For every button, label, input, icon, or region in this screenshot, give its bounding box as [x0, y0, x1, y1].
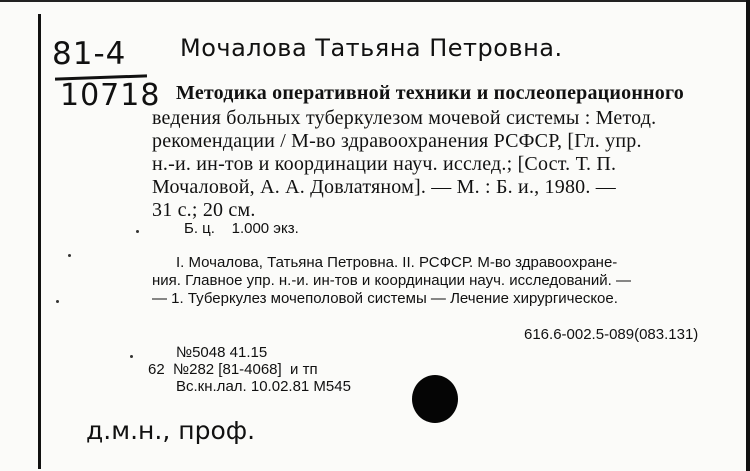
title-line-1: Методика оперативной техники и послеоперационного — [176, 82, 684, 104]
tracing-line-1: I. Мочалова, Татьяна Петровна. II. РСФСР. М-во здравоохране- — [176, 254, 618, 271]
order-line-1: №5048 41.15 — [176, 344, 268, 361]
title-line-5: Мочаловой, А. А. Довлатяном]. — М. : Б. и., 1980. — — [152, 176, 616, 198]
order-line-3: Вс.кн.лал. 10.02.81 М545 — [176, 378, 351, 395]
order-line-2: 62 №282 [81-4068] и тп — [148, 361, 318, 378]
tracing-line-3: — 1. Туберкулез мочеполовой системы — Лечение хирургическое. — [152, 290, 618, 307]
price-line: Б. ц. 1.000 экз. — [184, 220, 299, 237]
title-line-6: 31 с.; 20 см. — [152, 199, 256, 221]
classification-number: 616.6-002.5-089(083.131) — [524, 326, 699, 343]
speck — [68, 254, 71, 257]
handwritten-degree: д.м.н., проф. — [86, 416, 256, 445]
title-line-2: ведения больных туберкулезом мочевой системы : Метод. — [152, 107, 657, 129]
card-top-edge — [0, 0, 750, 2]
speck — [136, 230, 139, 233]
tracing-line-2: ния. Главное упр. н.-и. ин-тов и координации науч. исследований. — — [152, 272, 631, 289]
title-line-3: рекомендации / М-во здравоохранения РСФСР, [Гл. упр. — [152, 130, 642, 152]
card-left-rule — [38, 14, 41, 469]
ink-blot — [412, 375, 458, 423]
speck — [130, 355, 133, 358]
shelf-mark-bottom: 10718 — [60, 78, 161, 113]
handwritten-author: Мочалова Татьяна Петровна. — [180, 34, 563, 62]
card-right-edge — [746, 0, 750, 471]
speck — [56, 300, 59, 303]
shelf-mark-top: 81-4 — [52, 36, 127, 72]
title-line-4: н.-и. ин-тов и координации науч. исслед.; [Сост. Т. П. — [152, 153, 617, 175]
